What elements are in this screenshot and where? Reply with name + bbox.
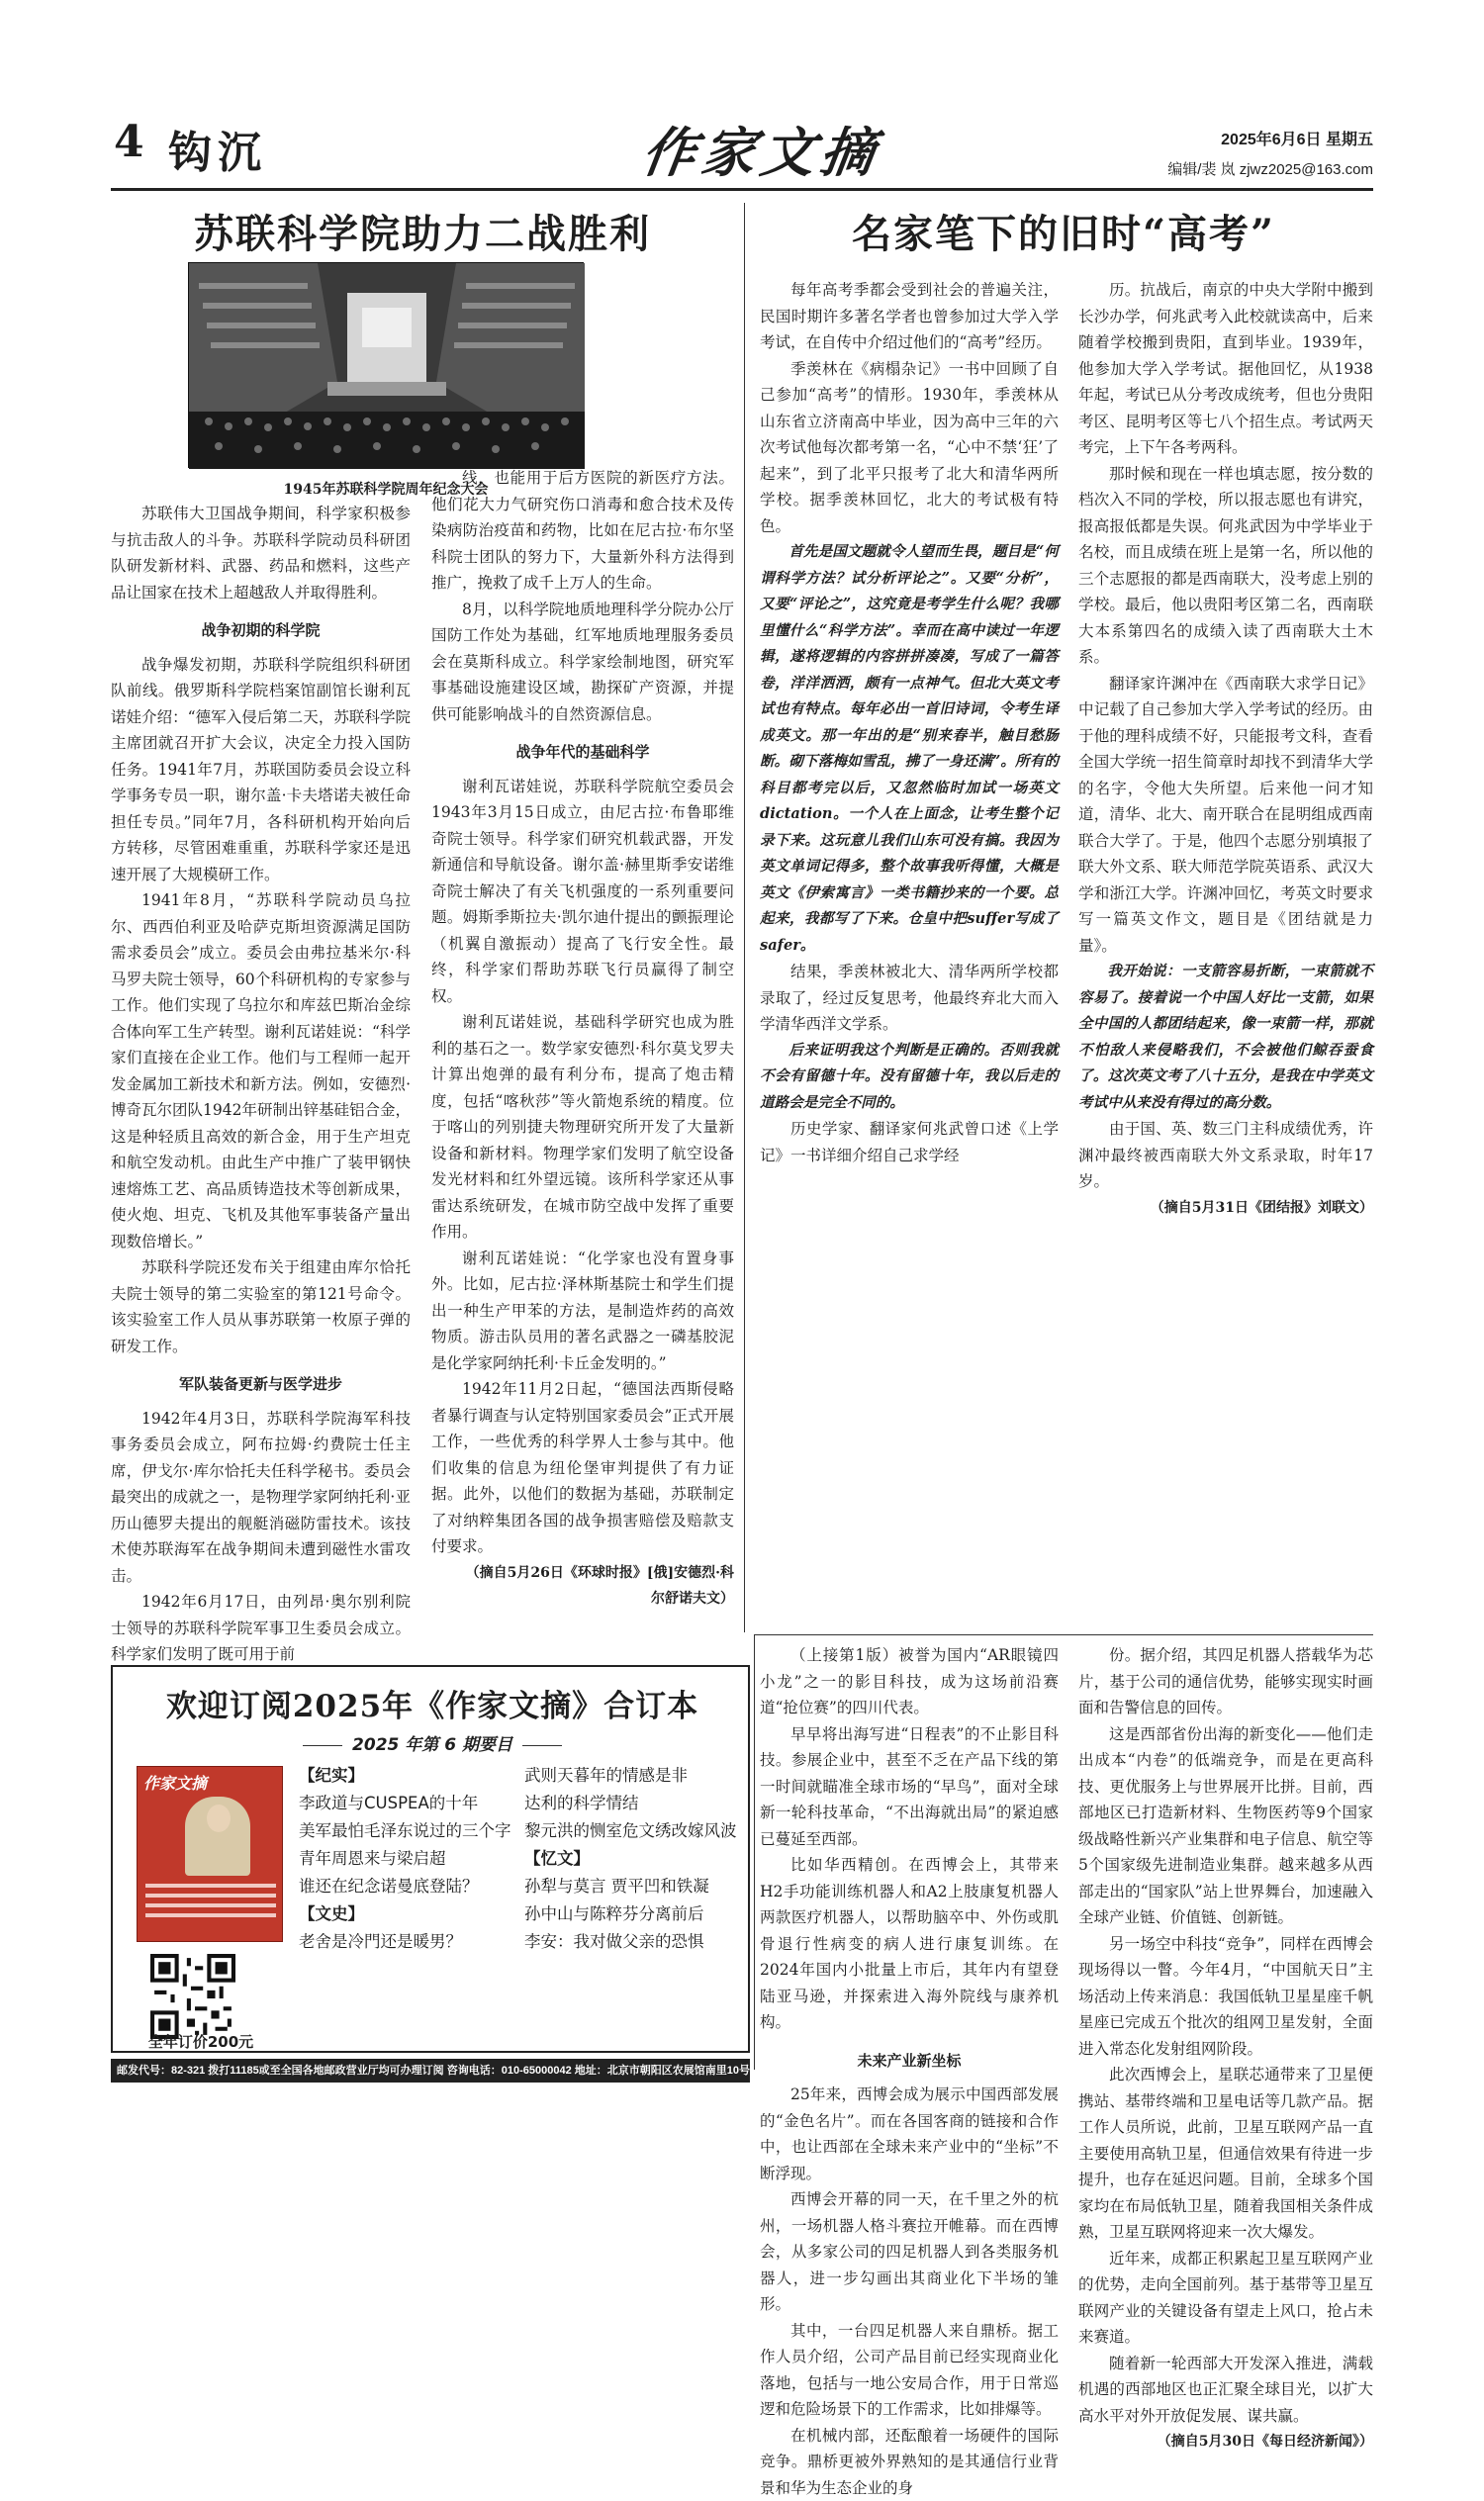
paragraph: 其中，一台四足机器人来自鼎桥。据工作人员介绍，公司产品目前已经实现商业化落地，包括与一地公安局合作，用于日常巡逻和危险场景下的工作需求，比如排爆等。 xyxy=(760,2318,1059,2423)
paragraph: 另一场空中科技“竞争”，同样在西博会现场得以一瞥。今年4月，“中国航天日”主场活动上传来消息：我国低轨卫星星座千帆星座已完成五个批次的组网卫星发射，全面进入常态化发射组网阶段。 xyxy=(1078,1931,1373,2063)
paragraph: 此次西博会上，星联芯通带来了卫星便携站、基带终端和卫星电话等几款产品。据工作人员所说，此前，卫星互联网产品一直主要使用高轨卫星，但通信效果有待进一步提升，也存在延迟问题。目前，全球多个国家均在布局低轨卫星，随着我国相关条件成熟，卫星互联网将迎来一次大爆发。 xyxy=(1078,2062,1373,2246)
toc-item: 青年周恩来与梁启超 xyxy=(299,1845,516,1873)
toc-left xyxy=(299,1762,516,1956)
ad-footer: 邮发代号：82-321 拨打11185或至全国各地邮政营业厅均可办理订阅 咨询电话：010-65000042 地址：北京市朝阳区农展馆南里10号 xyxy=(111,2059,750,2083)
issue-date: 2025年6月6日 星期五 xyxy=(1221,127,1373,149)
article1-headline: 苏联科学院助力二战胜利 xyxy=(111,203,734,259)
paragraph: 1941年8月，“苏联科学院动员乌拉尔、西西伯利亚及哈萨克斯坦资源满足国防需求委员会”成立。委员会由弗拉基米尔·科马罗夫院士领导，60个科研机构的专家参与工作。他们实现了乌拉尔和库兹巴斯冶金综合体向军工生产转型。谢利瓦诺娃说：“科学家们直接在企业工作。他们与工程师一起开发金属加工新技术和新方法。例如，安德烈·博奇瓦尔团队1942年研制出锌基硅铝合金，这是种轻质且高效的新合金，用于生产坦克和航空发动机。由此生产中推广了装甲钢快速熔炼工艺、高品质铸造技术等创新成果，使火炮、坦克、飞机及其他军事装备产量出现数倍增长。” xyxy=(111,887,411,1254)
auditorium-photo-illustration xyxy=(189,263,585,469)
paragraph: 1942年11月2日起，“德国法西斯侵略者暴行调查与认定特别国家委员会”正式开展工作，一些优秀的科学界人士参与其中。他们收集的信息为纽伦堡审判提供了有力证据。此外，以他们的数据为基础，苏联制定了对纳粹集团各国的战争损害赔偿及赔款支付要求。 xyxy=(431,1376,734,1560)
article1-column-1 xyxy=(111,501,411,1636)
paragraph: 苏联伟大卫国战争期间，科学家积极参与抗击敌人的斗争。苏联科学院动员科研团队研发新材料、武器、药品和燃料，这些产品让国家在技术上超越敌人并取得胜利。 xyxy=(111,501,411,605)
column-divider xyxy=(744,203,745,1632)
paragraph: 随着新一轮西部大开发深入推进，满载机遇的西部地区也正汇聚全球目光，以扩大高水平对外开放促发展、谋共赢。 xyxy=(1078,2351,1373,2430)
toc-category: 【纪实】 xyxy=(299,1762,516,1790)
article2-column-2 xyxy=(1078,277,1373,1632)
section-divider xyxy=(754,1634,1373,1635)
source-attribution: （摘自5月31日《团结报》刘联文） xyxy=(1078,1195,1373,1222)
article3-column-2 xyxy=(1078,1642,1373,2068)
paragraph: 历史学家、翻译家何兆武曾口述《上学记》一书详细介绍自己求学经 xyxy=(760,1116,1059,1168)
cover-text-lines xyxy=(145,1884,276,1931)
paragraph: 翻译家许渊冲在《西南联大求学日记》中记载了自己参加大学入学考试的经历。由于他的理科成绩不好，只能报考文科，查看全国大学统一招生简章时却找不到清华大学的名字，令他大失所望。后来他一问才知道，清华、北大、南开联合在昆明组成西南联合大学了。于是，他四个志愿分别填报了联大外文系、联大师范学院英语系、武汉大学和浙江大学。许渊冲回忆，考英文时要求写一篇英文作文，题目是《团结就是力量》。 xyxy=(1078,671,1373,960)
toc-item: 谁还在纪念诺曼底登陆？ xyxy=(299,1873,516,1900)
paragraph: 苏联科学院还发布关于组建由库尔恰托夫院士领导的第二实验室的第121号命令。该实验室工作人员从事苏联第一枚原子弹的研发工作。 xyxy=(111,1254,411,1359)
section-name: 钩沉 xyxy=(168,117,267,180)
toc-item: 达利的科学情结 xyxy=(524,1790,744,1817)
magazine-cover xyxy=(137,1766,283,1942)
article1-column-2 xyxy=(431,465,734,1636)
toc-item: 黎元洪的恻室危文绣改嫁风波 xyxy=(524,1817,744,1845)
article3-column-1 xyxy=(760,1642,1059,2068)
paragraph: 那时候和现在一样也填志愿，按分数的档次入不同的学校，所以报志愿也有讲究，报高报低都是失误。何兆武因为中学毕业于名校，而且成绩在班上是第一名，所以他的三个志愿报的都是西南联大，没考虑上别的学校。最后，他以贵阳考区第二名，西南联大本系第四名的成绩入读了西南联大土木系。 xyxy=(1078,461,1373,671)
paragraph: 1942年6月17日，由列昂·奥尔别利院士领导的苏联科学院军事卫生委员会成立。科学家们发明了既可用于前 xyxy=(111,1589,411,1668)
subheading: 战争年代的基础科学 xyxy=(431,739,734,766)
article2-headline: 名家笔下的旧时“高考” xyxy=(754,203,1373,259)
paragraph: 份。据介绍，其四足机器人搭载华为芯片，基于公司的通信优势，能够实现实时画面和告警信息的回传。 xyxy=(1078,1642,1373,1721)
cover-face xyxy=(207,1805,231,1832)
paragraph: 结果，季羡林被北大、清华两所学校都录取了，经过反复思考，他最终弃北大而入学清华西洋文学系。 xyxy=(760,959,1059,1038)
price-label: 全年订价200元 xyxy=(127,2031,275,2052)
qr-code-icon[interactable] xyxy=(150,1954,235,2039)
paragraph: 由于国、英、数三门主科成绩优秀，许渊冲最终被西南联大外文系录取，时年17岁。 xyxy=(1078,1116,1373,1195)
paragraph: 早早将出海写进“日程表”的不止影目科技。参展企业中，甚至不乏在产品下线的第一时间就瞄准全球市场的“早鸟”，面对全球新一轮科技革命，“不出海就出局”的紧迫感已蔓延至西部。 xyxy=(760,1721,1059,1853)
photo-caption: 1945年苏联科学院周年纪念大会 xyxy=(188,479,584,499)
article1-photo xyxy=(188,262,584,468)
masthead-rule xyxy=(111,188,1373,191)
paragraph: 季羡林在《病榻杂记》一书中回顾了自己参加“高考”的情形。1930年，季羡林从山东省立济南高中毕业，因为高中三年的六次考试他每次都考第一名，“心中不禁‘狂’了起来”，到了北平只报考了北大和清华两所学校。据季羡林回忆，北大的考试极有特色。 xyxy=(760,356,1059,540)
paragraph: （上接第1版）被誉为国内“AR眼镜四小龙”之一的影目科技，成为这场前沿赛道“抢位赛”的四川代表。 xyxy=(760,1642,1059,1721)
ad-title: 欢迎订阅2025年《作家文摘》合订本 xyxy=(113,1681,752,1725)
source-attribution: （摘自5月30日《每日经济新闻》） xyxy=(1078,2429,1373,2455)
paragraph: 历。抗战后，南京的中央大学附中搬到长沙办学，何兆武考入此校就读高中，后来随着学校搬到贵阳，直到毕业。1939年，他参加大学入学考试。据他回忆，从1938年起，考试已从分考改成统考，但也分贵阳考区、昆明考区等七八个招生点。考试两天考完，上下午各考两科。 xyxy=(1078,277,1373,461)
paragraph: 这是西部省份出海的新变化——他们走出成本“内卷”的低端竞争，而是在更高科技、更优服务上与世界展开比拼。目前，西部地区已打造新材料、生物医药等9个国家级战略性新兴产业集群和电子信息、航空等5个国家级先进制造业集群。越来越多从西部走出的“国家队”站上世界舞台，加速融入全球产业链、价值链、创新链。 xyxy=(1078,1721,1373,1931)
page-number: 4 xyxy=(114,117,146,167)
toc-item: 美军最怕毛泽东说过的三个字 xyxy=(299,1817,516,1845)
toc-category: 【文史】 xyxy=(299,1900,516,1928)
paragraph: 25年来，西博会成为展示中国西部发展的“金色名片”。而在各国客商的链接和合作中，也让西部在全球未来产业中的“坐标”不断浮现。 xyxy=(760,2082,1059,2186)
toc-right xyxy=(524,1762,744,1956)
paragraph: 谢利瓦诺娃说：“化学家也没有置身事外。比如，尼古拉·泽林斯基院士和学生们提出一种生产甲苯的方法，是制造炸药的高效物质。游击队员用的著名武器之一磷基胶泥是化学家阿纳托利·卡丘金发明的。” xyxy=(431,1246,734,1377)
paragraph: 西博会开幕的同一天，在千里之外的杭州，一场机器人格斗赛拉开帷幕。而在西博会，从多家公司的四足机器人到各类服务机器人，进一步勾画出其商业化下半场的雏形。 xyxy=(760,2186,1059,2318)
paragraph: 谢利瓦诺娃说，苏联科学院航空委员会1943年3月15日成立，由尼古拉·布鲁耶维奇院士领导。科学家们研究机载武器，开发新通信和导航设备。谢尔盖·赫里斯季安诺维奇院士解决了有关飞机强度的一系列重要问题。姆斯季斯拉夫·凯尔迪什提出的颤振理论（机翼自激振动）提高了飞行安全性。最终，科学家们帮助苏联飞行员赢得了制空权。 xyxy=(431,774,734,1010)
paragraph: 比如华西精创。在西博会上，其带来H2手功能训练机器人和A2上肢康复机器人两款医疗机器人，以帮助脑卒中、外伤或肌骨退行性病变的病人进行康复训练。在2024年国内小批量上市后，其年内有望登陆亚马逊，并探索进入海外院线与康养机构。 xyxy=(760,1852,1059,2036)
article2-column-1 xyxy=(760,277,1059,1632)
paragraph: 1942年4月3日，苏联科学院海军科技事务委员会成立，阿布拉姆·约费院士任主席，伊戈尔·库尔恰托夫任科学秘书。委员会最突出的成就之一，是物理学家阿纳托利·亚历山德罗夫提出的舰艇消磁防雷技术。该技术使苏联海军在战争期间未遭到磁性水雷攻击。 xyxy=(111,1406,411,1590)
quote-paragraph: 我开始说：一支箭容易折断，一束箭就不容易了。接着说一个中国人好比一支箭，如果全中国的人都团结起来，像一束箭一样，那就不怕敌人来侵略我们，不会被他们鲸吞蚕食了。这次英文考了八十五分，是我在中学英文考试中从来没有得过的高分数。 xyxy=(1078,959,1373,1116)
paragraph: 谢利瓦诺娃说，基础科学研究也成为胜利的基石之一。数学家安德烈·科尔莫戈罗夫计算出炮弹的最有利分布，提高了炮击精度，包括“喀秋莎”等火箭炮系统的精度。位于喀山的列别捷夫物理研究所开发了大量新设备和新材料。物理学家们发明了航空设备发光材料和红外望远镜。该所科学家还从事雷达系统研发，在城市防空战中发挥了重要作用。 xyxy=(431,1009,734,1246)
column-divider xyxy=(754,1634,755,2070)
subheading: 战争初期的科学院 xyxy=(111,617,411,644)
toc-item: 孙中山与陈粹芬分离前后 xyxy=(524,1900,744,1928)
toc-item: 李安：我对做父亲的恐惧 xyxy=(524,1928,744,1956)
subheading: 未来产业新坐标 xyxy=(760,2048,1059,2075)
toc-item: 李政道与CUSPEA的十年 xyxy=(299,1790,516,1817)
paragraph: 战争爆发初期，苏联科学院组织科研团队前线。俄罗斯科学院档案馆副馆长谢利瓦诺娃介绍：“德军入侵后第二天，苏联科学院主席团就召开扩大会议，决定全力投入国防任务。1941年7月，苏联国防委员会设立科学事务专员一职，谢尔盖·卡夫塔诺夫被任命担任专员。”同年7月，各科研机构开始向后方转移，尽管困难重重，苏联科学家还是迅速开展了大规模研工作。 xyxy=(111,652,411,888)
paragraph: 8月，以科学院地质地理科学分院办公厅国防工作处为基础，红军地质地理服务委员会在莫斯科成立。科学家绘制地图，研究军事基础设施建设区域，勘探矿产资源，并提供可能影响战斗的自然资源信息。 xyxy=(431,597,734,728)
quote-paragraph: 首先是国文题就令人望而生畏，题目是“何谓科学方法？试分析评论之”。又要“分析”，又要“评论之”，这究竟是考学生什么呢？我哪里懂什么“科学方法”。幸而在高中读过一年逻辑，遂将逻辑的内容拼拼凑凑，写成了一篇答卷，洋洋洒洒，颇有一点神气。但北大英文考试也有特点。每年必出一首旧诗词，令考生译成英文。那一年出的是“别来春半，触目愁肠断。砌下落梅如雪乱，拂了一身还满”。所有的科目都考完以后，又忽然临时加试一场英文dictation。一个人在上面念，让考生整个记录下来。这玩意儿我们山东可没有搞。我因为英文单词记得多，整个故事我听得懂，大概是英文《伊索寓言》一类书籍抄来的一个要。总起来，我都写了下来。仓皇中把suffer写成了safer。 xyxy=(760,539,1059,959)
quote-paragraph: 后来证明我这个判断是正确的。否则我就不会有留德十年。没有留德十年，我以后走的道路会是完全不同的。 xyxy=(760,1038,1059,1117)
newspaper-logo: 作家文摘 xyxy=(638,111,886,187)
ad-subtitle: 2025 年第 6 期要目 xyxy=(113,1730,752,1755)
subscription-ad xyxy=(111,1665,750,2053)
editor-line: 编辑/裴 岚 zjwz2025@163.com xyxy=(1167,158,1373,179)
toc-item: 武则天暮年的情感是非 xyxy=(524,1762,744,1790)
toc-item: 老舍是冷門还是暖男？ xyxy=(299,1928,516,1956)
paragraph: 近年来，成都正积累起卫星互联网产业的优势，走向全国前列。基于基带等卫星互联网产业的关键设备有望走上风口，抢占未来赛道。 xyxy=(1078,2246,1373,2351)
source-attribution: （摘自5月26日《环球时报》[俄]安德烈·科尔舒诺夫文） xyxy=(431,1560,734,1613)
paragraph: 在机械内部，还酝酿着一场硬件的国际竞争。鼎桥更被外界熟知的是其通信行业背景和华为生态企业的身 xyxy=(760,2423,1059,2501)
subheading: 军队装备更新与医学进步 xyxy=(111,1371,411,1398)
paragraph: 每年高考季都会受到社会的普遍关注，民国时期许多著名学者也曾参加过大学入学考试，在自传中介绍过他们的“高考”经历。 xyxy=(760,277,1059,356)
paragraph: 线，也能用于后方医院的新医疗方法。他们花大力气研究伤口消毒和愈合技术及传染病防治疫苗和药物，比如在尼古拉·布尔坚科院士团队的努力下，大量新外科方法得到推广，挽救了成千上万人的生命。 xyxy=(431,465,734,597)
toc-item: 孙犁与莫言 贾平凹和铁凝 xyxy=(524,1873,744,1900)
toc-category: 【忆文】 xyxy=(524,1845,744,1873)
cover-title: 作家文摘 xyxy=(143,1771,207,1794)
